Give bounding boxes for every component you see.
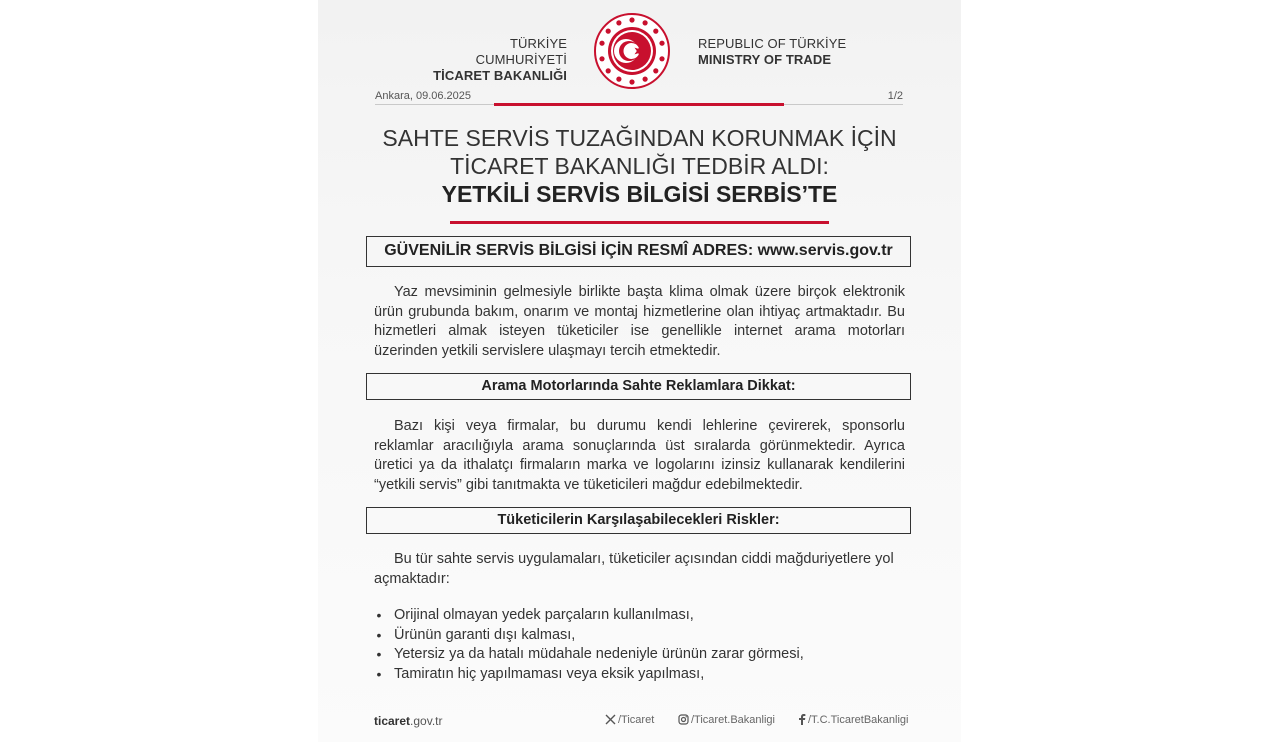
header-left-line2: TİCARET BAKANLIĞI [433,68,567,83]
document-page [318,0,961,742]
paragraph-intro: Yaz mevsiminin gelmesiyle birlikte başta klima olmak üzere birçok elektronik ürün grubunda bakım, onarım ve montaj hizmetlerine olan ihtiyaç artmaktadır. Bu hizmetleri almak isteyen tüketiciler ise genellikle internet arama motorları üzerinden yetkili servislere ulaşmayı tercih etmektedir. [374,284,905,359]
bullet-icon: • [376,626,382,643]
list-item [374,606,905,626]
footer-facebook-link[interactable] [798,714,908,728]
list-item [374,665,905,685]
risk-list [374,606,905,684]
list-item [374,645,905,665]
bullet-icon: • [376,665,382,682]
footer-x-link[interactable] [605,714,654,728]
document-date: Ankara, 09.06.2025 [375,90,472,102]
facebook-handle: /T.C.TicaretBakanligi [808,714,909,726]
instagram-icon [678,714,689,728]
footer-domain-rest: .gov.tr [410,714,443,728]
x-logo-icon [605,714,616,728]
page-title [348,124,931,208]
official-address-box: GÜVENİLİR SERVİS BİLGİSİ İÇİN RESMÎ ADRES: www.servis.gov.tr [366,236,911,267]
list-item [374,626,905,646]
footer-domain-bold: ticaret [374,714,411,728]
header-right-line1: REPUBLIC OF TÜRKİYE [698,36,847,51]
footer-website-link[interactable] [374,714,443,728]
x-handle: /Ticaret [618,714,655,726]
facebook-icon [798,714,806,728]
list-item-text: Orijinal olmayan yedek parçaların kullanılması, [394,607,694,623]
paragraph-ads: Bazı kişi veya firmalar, bu durumu kendi lehlerine çevirerek, sponsorlu reklamlar aracılığıyla arama sonuçlarında üst sıralarda görünmektedir. Ayrıca üretici ya da ithalatçı firmaların marka ve logolarını izinsiz kullanarak kendilerini “yetkili servis” gibi tanıtmakta ve tüketicileri mağdur edebilmektedir. [374,418,905,493]
title-line2: TİCARET BAKANLIĞI TEDBİR ALDI: [450,153,829,179]
title-line1: SAHTE SERVİS TUZAĞINDAN KORUNMAK İÇİN [382,125,897,151]
header-left [425,36,567,84]
title-underline [450,221,829,224]
page-number: 1/2 [887,90,903,102]
list-item-text: Tamiratın hiç yapılmaması veya eksik yapılması, [394,665,705,682]
header-divider-accent [494,103,784,106]
list-item-text: Ürünün garanti dışı kalması, [394,626,576,643]
paragraph-risks: Bu tür sahte servis uygulamaları, tüketiciler açısından ciddi mağduriyetlere yol açmaktadır: [374,551,894,587]
footer-instagram-link[interactable] [678,714,775,728]
section-heading-ads: Arama Motorlarında Sahte Reklamlara Dikkat: [366,373,911,400]
header-right-line2: MINISTRY OF TRADE [698,52,832,67]
title-line3: YETKİLİ SERVİS BİLGİSİ SERBİS’TE [441,181,838,207]
instagram-handle: /Ticaret.Bakanligi [691,714,775,726]
ministry-seal-icon [593,12,671,90]
header-left-line1: TÜRKİYE CUMHURİYETİ [475,36,567,67]
bullet-icon: • [376,646,382,662]
section-heading-risks: Tüketicilerin Karşılaşabilecekleri Riskler: [366,507,911,534]
list-item-text: Yetersiz ya da hatalı müdahale nedeniyle ürünün zarar görmesi, [394,646,804,662]
header-right [698,36,858,68]
bullet-icon: • [376,607,382,623]
